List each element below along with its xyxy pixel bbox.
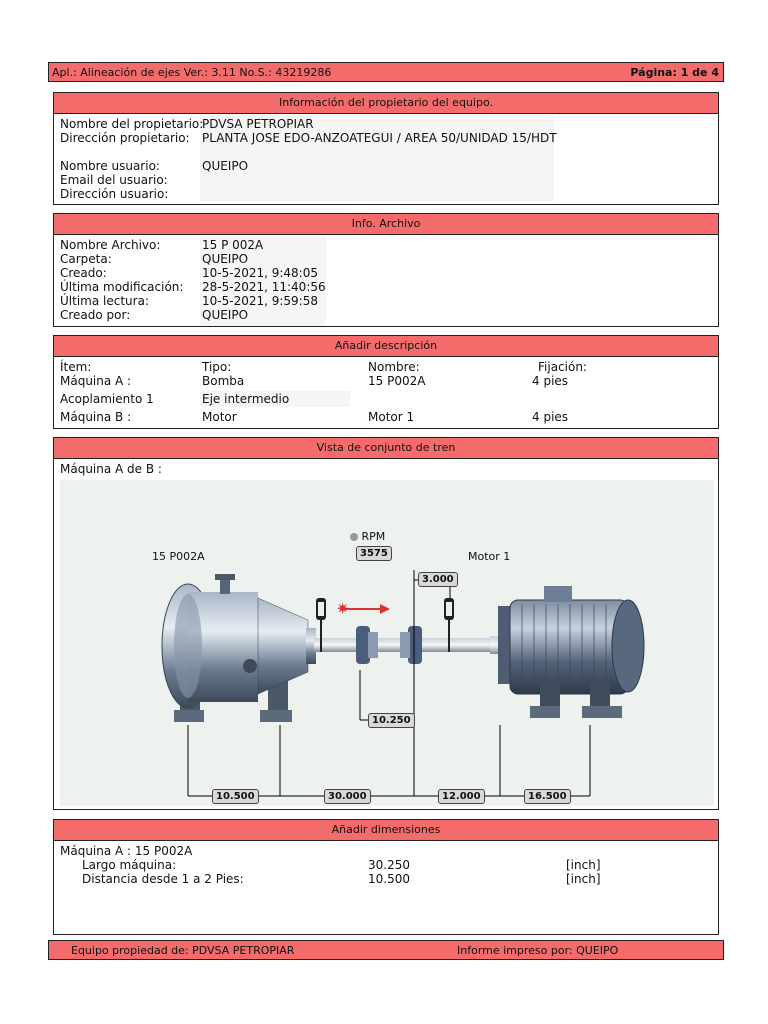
rpm-label-group <box>350 530 385 543</box>
report-page <box>48 62 724 960</box>
file-modified: 28-5-2021, 11:40:56 <box>202 280 326 294</box>
dim-feet-b: 16.500 <box>524 789 571 804</box>
file-created-by: QUEIPO <box>202 308 249 322</box>
dim-offset-top: 3.000 <box>418 572 458 587</box>
file-name: 15 P 002A <box>202 238 264 252</box>
svg-text:✷: ✷ <box>336 599 350 618</box>
app-version-info: Apl.: Alineación de ejes Ver.: 3.11 No.S.: 43219286 <box>52 65 332 79</box>
shaft-alignment-diagram <box>60 480 714 806</box>
footer-printed-by: Informe impreso por: QUEIPO <box>457 943 619 957</box>
report-footer <box>48 940 724 960</box>
motor-machine-b <box>490 586 644 718</box>
laser-beam-arrow <box>336 599 390 618</box>
train-view-section <box>53 437 719 810</box>
file-last-read: 10-5-2021, 9:59:58 <box>202 294 318 308</box>
dimensions-machine: Máquina A : 15 P002A <box>60 844 193 858</box>
dim-coupling-length: 10.250 <box>368 713 415 728</box>
rpm-icon <box>350 533 358 541</box>
footer-owned-by: Equipo propiedad de: PDVSA PETROPIAR <box>71 943 295 957</box>
dimensions-title: Añadir dimensiones <box>54 820 718 841</box>
train-view-subtitle: Máquina A de B : <box>60 462 162 476</box>
user-name: QUEIPO <box>202 159 249 173</box>
train-drawing <box>60 480 714 806</box>
file-created: 10-5-2021, 9:48:05 <box>202 266 318 280</box>
rpm-value: 3575 <box>356 546 392 561</box>
owner-address: PLANTA JOSE EDO-ANZOATEGUI / AREA 50/UNIDAD 15/HDT <box>202 131 557 145</box>
machine-b-label: Motor 1 <box>468 550 511 563</box>
file-info-title: Info. Archivo <box>54 214 718 235</box>
file-info-section: Info. Archivo Nombre Archivo: 15 P 002A Carpeta: QUEIPO Creado: 10-5-2021, 9:48:05 Última modificación: 28-5-2021, 11:40:56 Última lectura: 10-5-2021, 9:59:58 Creado por: QUEIPO <box>53 213 719 327</box>
file-folder: QUEIPO <box>202 252 249 266</box>
owner-section-title: Información del propietario del equipo. <box>54 93 718 114</box>
description-title: Añadir descripción <box>54 336 718 357</box>
page-number: Página: 1 de 4 <box>630 65 719 79</box>
rpm-label: RPM <box>361 530 386 543</box>
pump-machine-a <box>162 574 316 722</box>
description-section: Añadir descripción Ítem: Tipo: Nombre: Fijación: Máquina A : Bomba 15 P002A 4 pies Acoplamiento 1 Eje intermedio Máquina B : Motor Motor 1 4 pies <box>53 335 719 429</box>
machine-a-label: 15 P002A <box>152 550 205 563</box>
train-view-title: Vista de conjunto de tren <box>54 438 718 459</box>
owner-section: Información del propietario del equipo. Nombre del propietario: PDVSA PETROPIAR Dirección propietario: PLANTA JOSE EDO-ANZOATEGUI / AREA 50/UNIDAD 15/HDT Nombre usuario: QUEIPO Email del usuario: Dirección usuario: <box>53 92 719 205</box>
dim-feet-a: 10.500 <box>212 789 259 804</box>
dim-coupling-to-b: 12.000 <box>438 789 485 804</box>
dim-a-to-coupling: 30.000 <box>324 789 371 804</box>
report-header <box>48 62 724 82</box>
owner-name: PDVSA PETROPIAR <box>202 117 314 131</box>
dimensions-section: Añadir dimensiones Máquina A : 15 P002A Largo máquina: 30.250 [inch] Distancia desde 1 a 2 Pies: 10.500 [inch] <box>53 819 719 935</box>
